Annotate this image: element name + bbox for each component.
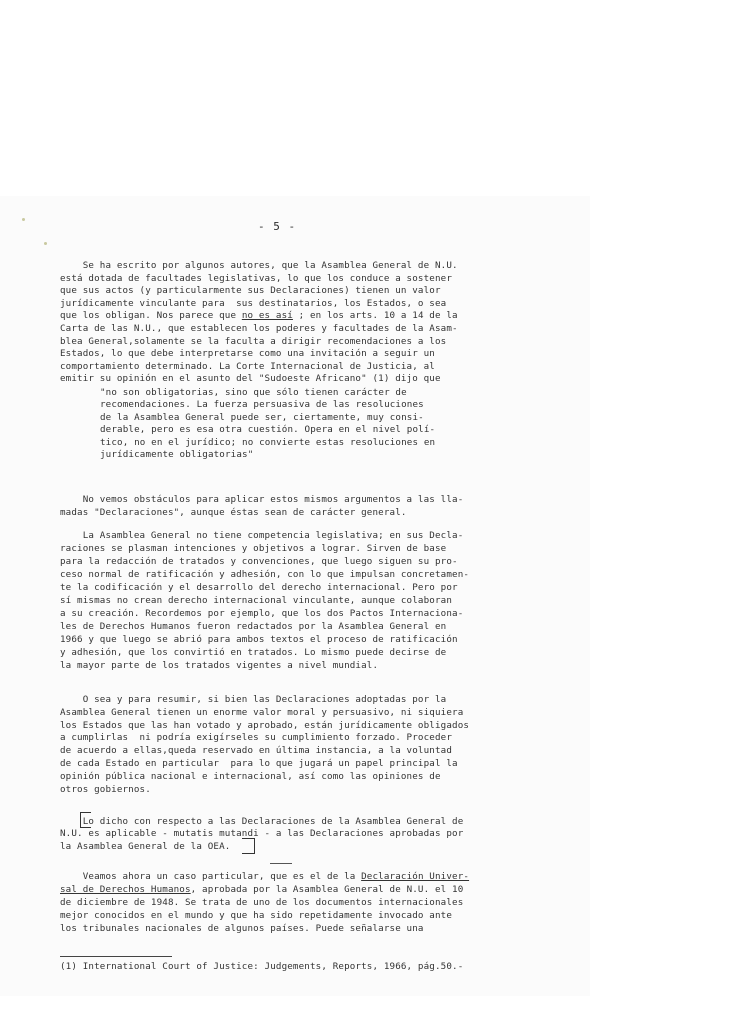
text-line: "no son obligatorias, sino que sólo tienen carácter de bbox=[100, 387, 407, 398]
text-line: y adhesión, que los convirtió en tratados. Lo mismo puede decirse de bbox=[60, 647, 447, 658]
text-line: de diciembre de 1948. Se trata de uno de los documentos internacionales bbox=[60, 897, 464, 908]
footnote-rule bbox=[60, 956, 172, 957]
text-line: Asamblea General tienen un enorme valor moral y persuasivo, ni siquiera bbox=[60, 706, 464, 718]
text-line: No vemos obstáculos para aplicar estos mismos argumentos a las lla- bbox=[60, 494, 464, 505]
text-line: raciones se plasman intenciones y objetivos a lograr. Sirven de base bbox=[60, 543, 447, 554]
text-line: a su creación. Recordemos por ejemplo, que los dos Pactos Internaciona- bbox=[60, 608, 464, 619]
text-line: los tribunales nacionales de algunos países. Puede señalarse una bbox=[60, 923, 424, 934]
text-line: blea General,solamente se la faculta a dirigir recomendaciones a los bbox=[60, 335, 447, 347]
text-line: que sus actos (y particularmente sus Declaraciones) tienen un valor bbox=[60, 285, 441, 297]
text-line: Veamos ahora un caso particular, que es el de la Declaración Univer- bbox=[60, 871, 470, 882]
text-line: sal de Derechos Humanos, aprobada por la Asamblea General de N.U. el 10 bbox=[60, 884, 464, 895]
text-line: derable, pero es esa otra cuestión. Opera en el nivel polí- bbox=[100, 424, 436, 436]
scan-speck bbox=[44, 242, 47, 245]
footnote: (1) International Court of Justice: Judgements, Reports, 1966, pág.50.- bbox=[60, 961, 464, 972]
text-line: emitir su opinión en el asunto del "Sudoeste Africano" (1) dijo que bbox=[60, 373, 441, 385]
page-number: - 5 - bbox=[258, 220, 297, 233]
text-line: a cumplirlas ni podría exigírseles su cumplimiento forzado. Proceder bbox=[60, 732, 453, 744]
text-line: tico, no en el jurídico; no convierte estas resoluciones en bbox=[100, 436, 436, 448]
text-line: de la Asamblea General puede ser, ciertamente, muy consi- bbox=[100, 411, 424, 423]
text-line: O sea y para resumir, si bien las Declaraciones adoptadas por la bbox=[60, 694, 447, 705]
text-line: Carta de las N.U., que establecen los poderes y facultades de la Asam- bbox=[60, 323, 458, 334]
text-line: otros gobiernos. bbox=[60, 783, 151, 795]
text-line: La Asamblea General no tiene competencia legislativa; en sus Decla- bbox=[60, 530, 464, 541]
text-line: N.U. es aplicable - mutatis mutandi - a las Declaraciones aprobadas por bbox=[60, 828, 464, 840]
text-line: opinión pública nacional e internacional, así como las opiniones de bbox=[60, 770, 441, 782]
text-line: sí mismas no crean derecho internacional vinculante, aunque colaboran bbox=[60, 595, 453, 606]
text-line: de cada Estado en particular para lo que jugará un papel principal la bbox=[60, 758, 458, 769]
underlined-text: sal de Derechos Humanos bbox=[60, 884, 191, 895]
text-line: recomendaciones. La fuerza persuasiva de las resoluciones bbox=[100, 399, 424, 411]
text-line: te la codificación y el desarrollo del derecho internacional. Pero por bbox=[60, 582, 458, 593]
text-line: jurídicamente obligatorias" bbox=[100, 449, 254, 460]
text-line: Se ha escrito por algunos autores, que la Asamblea General de N.U. bbox=[60, 260, 458, 271]
text-line: ceso normal de ratificación y adhesión, con lo que impulsan concretamen- bbox=[60, 569, 470, 580]
text-line: les de Derechos Humanos fueron redactados por la Asamblea General en bbox=[60, 621, 447, 632]
text-line: 1966 y que luego se abrió para ambos textos el proceso de ratificación bbox=[60, 634, 458, 645]
underlined-text: no es así bbox=[241, 310, 293, 322]
text-line: comportamiento determinado. La Corte Internacional de Justicia, al bbox=[60, 360, 435, 372]
text-line: Estados, lo que debe interpretarse como una invitación a seguir un bbox=[60, 348, 435, 360]
bracket-close bbox=[242, 838, 255, 854]
text-line: para la redacción de tratados y convenciones, que luego siguen su pro- bbox=[60, 556, 458, 567]
section-separator bbox=[270, 863, 292, 864]
text-line: jurídicamente vinculante para sus destinatarios, los Estados, o sea bbox=[60, 297, 447, 309]
text-line: los Estados que las han votado y aprobado, están jurídicamente obligados bbox=[60, 719, 470, 731]
text-line: la Asamblea General de la OEA. bbox=[60, 840, 231, 852]
scan-speck bbox=[22, 218, 25, 221]
text-line: mejor conocidos en el mundo y que ha sido repetidamente invocado ante bbox=[60, 910, 453, 921]
bracket-open bbox=[80, 812, 91, 828]
text-line: la mayor parte de los tratados vigentes a nivel mundial. bbox=[60, 660, 379, 671]
underlined-text: Declaración Univer- bbox=[361, 871, 470, 882]
text-line: Lo dicho con respecto a las Declaraciones de la Asamblea General de bbox=[60, 816, 464, 827]
text-line: está dotada de facultades legislativas, lo que los conduce a sostener bbox=[60, 272, 453, 284]
text-line: que los obligan. Nos parece que no es así ; en los arts. 10 a 14 de la bbox=[60, 310, 458, 322]
text-line: madas "Declaraciones", aunque éstas sean de carácter general. bbox=[60, 506, 407, 518]
text-line: de acuerdo a ellas,queda reservado en última instancia, a la voluntad bbox=[60, 745, 453, 757]
